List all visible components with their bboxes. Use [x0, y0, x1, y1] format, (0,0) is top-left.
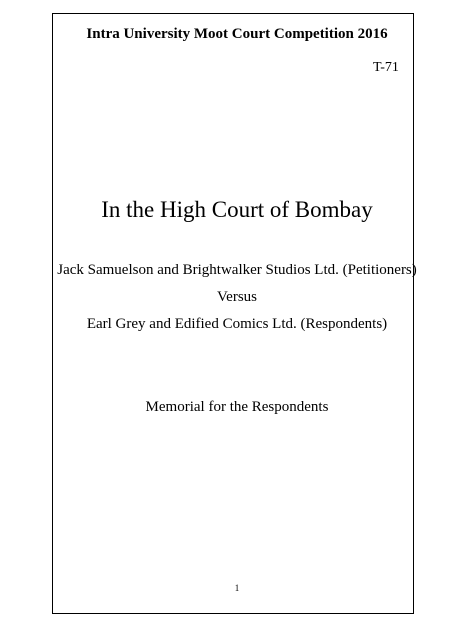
court-name: In the High Court of Bombay — [101, 197, 373, 222]
versus-line: Versus — [217, 289, 257, 305]
respondents-line: Earl Grey and Edified Comics Ltd. (Respondents) — [86, 316, 388, 332]
petitioners-line: Jack Samuelson and Brightwalker Studios Ltd. (Petitioners) — [57, 262, 417, 278]
team-code: T-71 — [373, 60, 399, 75]
page-border — [52, 13, 414, 614]
page-number: 1 — [234, 583, 240, 593]
memorial-title: Memorial for the Respondents — [145, 399, 329, 415]
competition-title: Intra University Moot Court Competition 2016 — [86, 26, 388, 42]
